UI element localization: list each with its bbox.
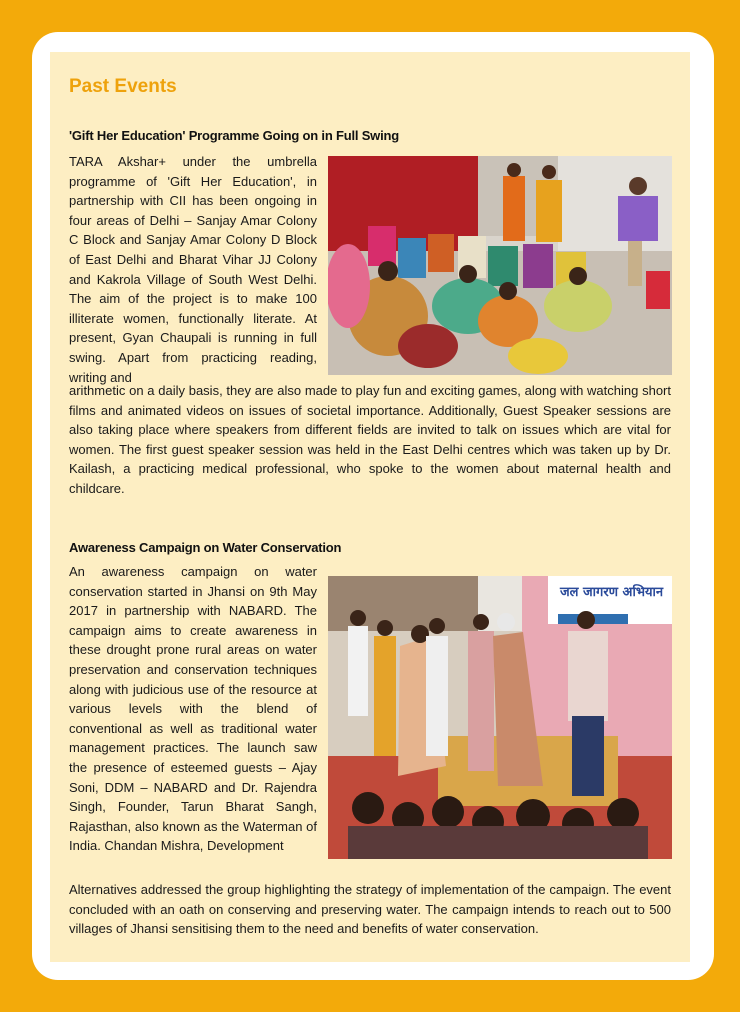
article2-wrapped-paragraph: An awareness campaign on water conservation started in Jhansi on 9th May 2017 in partnership with NABARD. The campaign aims to create awareness in these drought prone rural areas on water preservation and conservation techniques along with judicious use of the resource at various levels with the blend of conventional as well as traditional water management practices. The launch saw the presence of esteemed guests – Ajay Soni, DDM – NABARD and Dr. Rajendra Singh, Founder, Tarun Bharat Sangh, Rajasthan, also known as the Waterman of India. Chandan Mishra, Development <box>69 564 317 854</box>
photo-water-campaign-launch <box>328 576 672 859</box>
section-heading: Past Events <box>69 76 177 97</box>
article1-wrapped-paragraph: TARA Akshar+ under the umbrella programme of 'Gift Her Education', in partnership with CII has been ongoing in four areas of Delhi – Sanjay Amar Colony C Block and Sanjay Amar Colony D Block of East Delhi and Bharat Vihar JJ Colony and Kakrola Village of South West Delhi. The aim of the project is to make 100 illiterate women, functionally literate. At present, Gyan Chaupali is running in full swing. Apart from practicing reading, writing and <box>69 154 317 385</box>
article1-full-paragraph: arithmetic on a daily basis, they are also made to play fun and exciting games, along with watching short films and animated videos on issues of societal importance. Additionally, Guest Speaker sessions are also taking place where speakers from different fields are invited to talk on issues which are vital for women. The first guest speaker session was held in the East Delhi centres which was taken up by Dr. Kailash, a practicing medical professional, who spoke to the women about maternal health and childcare. <box>69 383 671 496</box>
banner-text: जल जागरण अभियान <box>560 585 664 600</box>
photo-campaign-illustration <box>328 576 672 859</box>
article-title-water-conservation: Awareness Campaign on Water Conservation <box>69 540 342 555</box>
photo-women-literacy-class <box>328 156 672 375</box>
photo-literacy-illustration <box>328 156 672 375</box>
article2-full-paragraph: Alternatives addressed the group highlighting the strategy of implementation of the campaign. The event concluded with an oath on conserving and preserving water. The campaign intends to reach out to 500 villages of Jhansi sensitising them to the need and benefits of water conservation. <box>69 882 671 937</box>
article-title-gift-her-education: 'Gift Her Education' Programme Going on in Full Swing <box>69 128 399 143</box>
